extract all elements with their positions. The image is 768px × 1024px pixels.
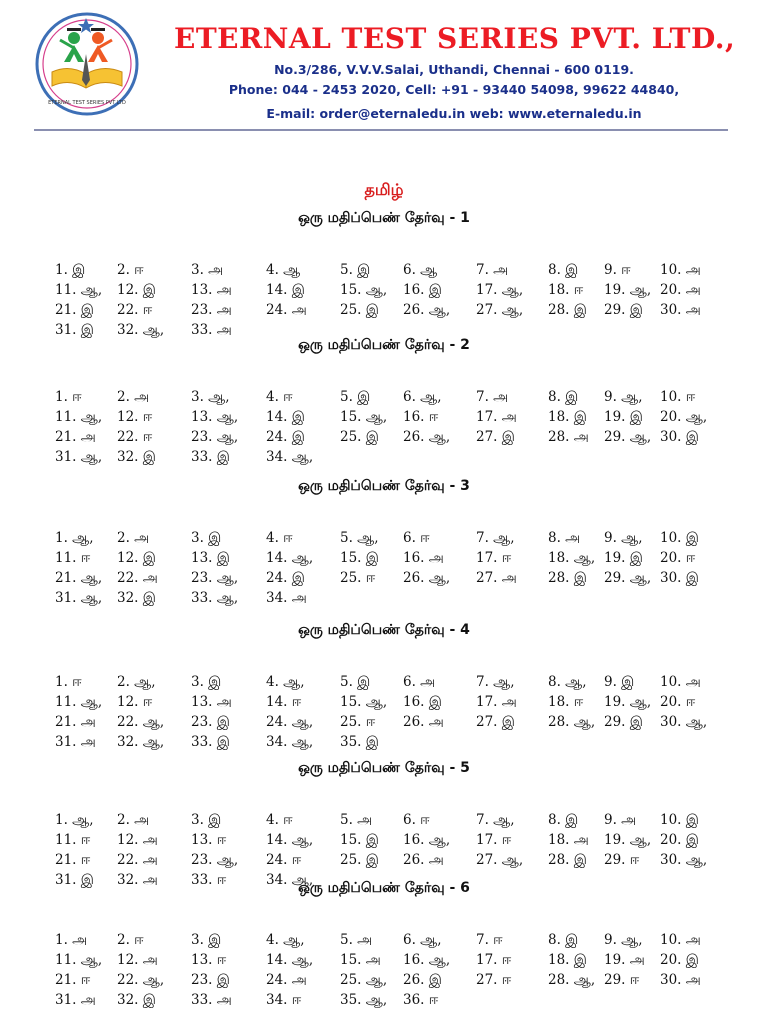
answer-item: 16. ஈ (403, 409, 439, 425)
answer-item: 6. அ (403, 674, 436, 690)
answer-item: 11. ஆ, (55, 952, 103, 968)
subject-title: தமிழ் (364, 180, 404, 199)
answer-item: 17. அ (476, 694, 517, 710)
answer-item: 12. அ (117, 952, 158, 968)
answer-item: 6. ஆ, (403, 389, 442, 405)
answer-item: 27. ஆ, (476, 852, 524, 868)
company-email-web: E-mail: order@eternaledu.in web: www.eternaledu.in (266, 106, 642, 121)
answer-item: 10. இ (660, 530, 699, 546)
answer-item: 13. இ (191, 550, 230, 566)
answer-item: 23. ஆ, (191, 429, 239, 445)
answer-item: 22. அ (117, 570, 158, 586)
answer-item: 36. ஈ (403, 992, 439, 1008)
answer-item: 20. ஆ, (660, 409, 708, 425)
answer-item: 25. ஈ (340, 714, 376, 730)
answer-row (0, 694, 768, 714)
answer-row (0, 952, 768, 972)
answer-item: 11. ஈ (55, 550, 91, 566)
answer-item: 18. இ (548, 409, 587, 425)
answer-item: 11. ஆ, (55, 282, 103, 298)
answer-item: 27. அ (476, 570, 517, 586)
answer-item: 21. ஈ (55, 972, 91, 988)
answer-row (0, 530, 768, 550)
answer-item: 19. ஆ, (604, 832, 652, 848)
answer-item: 9. அ (604, 812, 637, 828)
answer-row (0, 282, 768, 302)
answer-item: 29. ஆ, (604, 429, 652, 445)
answer-item: 30. ஆ, (660, 852, 708, 868)
answer-item: 12. அ (117, 832, 158, 848)
answer-item: 33. அ (191, 322, 232, 338)
answer-item: 9. ஆ, (604, 530, 643, 546)
answer-item: 14. இ (266, 409, 305, 425)
answer-item: 12. ஈ (117, 409, 153, 425)
answer-item: 31. அ (55, 734, 96, 750)
answer-item: 26. ஆ, (403, 429, 451, 445)
answer-item: 3. இ (191, 812, 222, 828)
answer-item: 33. இ (191, 449, 230, 465)
answer-item: 8. ஆ, (548, 674, 587, 690)
answer-row (0, 812, 768, 832)
answer-item: 34. ஆ, (266, 872, 314, 888)
answer-item: 31. இ (55, 872, 94, 888)
answer-item: 10. அ (660, 262, 701, 278)
answer-row (0, 932, 768, 952)
answer-item: 27. இ (476, 429, 515, 445)
answer-item: 11. ஆ, (55, 694, 103, 710)
answer-item: 17. ஈ (476, 550, 512, 566)
answer-item: 7. அ (476, 389, 509, 405)
answer-item: 7. ஈ (476, 932, 503, 948)
answer-item: 25. இ (340, 302, 379, 318)
answer-item: 1. இ (55, 262, 86, 278)
answer-item: 1. ஆ, (55, 812, 94, 828)
answer-item: 18. இ (548, 952, 587, 968)
letterhead (34, 10, 736, 130)
answer-item: 22. ஈ (117, 302, 153, 318)
answer-item: 10. இ (660, 812, 699, 828)
answer-item: 28. இ (548, 852, 587, 868)
answer-item: 30. அ (660, 302, 701, 318)
answer-item: 16. இ (403, 282, 442, 298)
answer-item: 4. ஈ (266, 530, 293, 546)
test-title: ஒரு மதிப்பெண் தேர்வு - 6 (298, 880, 470, 896)
answer-item: 7. ஆ, (476, 812, 515, 828)
answer-item: 20. இ (660, 832, 699, 848)
answer-item: 32. ஆ, (117, 734, 165, 750)
answer-item: 16. ஆ, (403, 832, 451, 848)
answer-item: 27. ஆ, (476, 302, 524, 318)
answer-item: 13. ஈ (191, 952, 227, 968)
answer-item: 4. ஆ, (266, 674, 305, 690)
answer-item: 5. அ (340, 932, 373, 948)
answer-item: 19. ஆ, (604, 694, 652, 710)
answer-item: 9. ஈ (604, 262, 631, 278)
answer-item: 20. அ (660, 282, 701, 298)
answer-item: 23. இ (191, 714, 230, 730)
answer-item: 30. ஆ, (660, 714, 708, 730)
answer-row (0, 449, 768, 469)
answer-item: 33. ஈ (191, 872, 227, 888)
answer-item: 31. ஆ, (55, 449, 103, 465)
answer-item: 18. ஈ (548, 694, 584, 710)
answer-item: 13. அ (191, 282, 232, 298)
answer-item: 31. இ (55, 322, 94, 338)
answer-item: 17. அ (476, 409, 517, 425)
answer-item: 29. ஆ, (604, 570, 652, 586)
answer-item: 17. ஈ (476, 832, 512, 848)
answer-item: 20. ஈ (660, 694, 696, 710)
answer-item: 20. ஈ (660, 550, 696, 566)
answer-item: 20. இ (660, 952, 699, 968)
answer-row (0, 832, 768, 852)
answer-item: 23. ஆ, (191, 570, 239, 586)
answer-item: 16. ஆ, (403, 952, 451, 968)
answer-item: 15. இ (340, 550, 379, 566)
company-phone: Phone: 044 - 2453 2020, Cell: +91 - 93440 54098, 99622 44840, (228, 82, 680, 97)
answer-item: 15. அ (340, 952, 381, 968)
answer-item: 10. அ (660, 932, 701, 948)
answer-item: 1. ஆ, (55, 530, 94, 546)
answer-item: 28. ஆ, (548, 714, 596, 730)
answer-item: 21. அ (55, 429, 96, 445)
answer-item: 6. ஆ (403, 262, 438, 278)
answer-item: 25. ஈ (340, 570, 376, 586)
answer-item: 28. இ (548, 570, 587, 586)
company-address: No.3/286, V.V.V.Salai, Uthandi, Chennai - 600 0119. (274, 62, 634, 77)
answer-row (0, 550, 768, 570)
answer-item: 5. ஆ, (340, 530, 379, 546)
answer-item: 23. ஆ, (191, 852, 239, 868)
answer-item: 1. ஈ (55, 674, 82, 690)
answer-row (0, 262, 768, 282)
answer-item: 6. ஆ, (403, 932, 442, 948)
answer-item: 9. ஆ, (604, 389, 643, 405)
answer-item: 10. ஈ (660, 389, 696, 405)
answer-row (0, 590, 768, 610)
answer-item: 33. ஆ, (191, 590, 239, 606)
answer-item: 34. ஆ, (266, 734, 314, 750)
answer-item: 7. அ (476, 262, 509, 278)
answer-item: 8. இ (548, 812, 579, 828)
answer-item: 18. அ (548, 832, 589, 848)
answer-item: 28. இ (548, 302, 587, 318)
answer-item: 26. இ (403, 972, 442, 988)
answer-item: 12. இ (117, 550, 156, 566)
test-title: ஒரு மதிப்பெண் தேர்வு - 1 (298, 210, 470, 226)
company-name: ETERNAL TEST SERIES PVT. LTD., (174, 22, 736, 55)
answer-item: 3. இ (191, 932, 222, 948)
answer-item: 32. இ (117, 590, 156, 606)
answer-item: 9. ஆ, (604, 932, 643, 948)
answer-item: 6. ஈ (403, 812, 430, 828)
answer-item: 25. இ (340, 429, 379, 445)
answer-item: 1. ஈ (55, 389, 82, 405)
answer-item: 24. ஈ (266, 852, 302, 868)
answer-item: 3. ஆ, (191, 389, 230, 405)
answer-item: 14. ஆ, (266, 832, 314, 848)
answer-item: 13. அ (191, 694, 232, 710)
answer-item: 3. அ (191, 262, 224, 278)
answer-item: 5. இ (340, 389, 371, 405)
answer-item: 2. அ (117, 530, 150, 546)
answer-item: 2. அ (117, 812, 150, 828)
answer-item: 35. ஆ, (340, 992, 388, 1008)
answer-item: 29. இ (604, 302, 643, 318)
answer-item: 21. ஈ (55, 852, 91, 868)
answer-item: 27. ஈ (476, 972, 512, 988)
answer-item: 31. ஆ, (55, 590, 103, 606)
answer-item: 21. இ (55, 302, 94, 318)
answer-item: 4. ஆ, (266, 932, 305, 948)
answer-item: 8. இ (548, 932, 579, 948)
answer-item: 2. அ (117, 389, 150, 405)
answer-item: 12. ஈ (117, 694, 153, 710)
answer-item: 4. ஈ (266, 812, 293, 828)
answer-item: 24. ஆ, (266, 714, 314, 730)
answer-item: 27. இ (476, 714, 515, 730)
answer-item: 2. ஈ (117, 262, 144, 278)
answer-item: 5. இ (340, 674, 371, 690)
answer-item: 17. ஈ (476, 952, 512, 968)
answer-item: 5. அ (340, 812, 373, 828)
answer-item: 35. இ (340, 734, 379, 750)
answer-item: 23. அ (191, 302, 232, 318)
test-title: ஒரு மதிப்பெண் தேர்வு - 5 (298, 760, 470, 776)
answer-row (0, 852, 768, 872)
answer-item: 15. இ (340, 832, 379, 848)
answer-item: 34. ஈ (266, 992, 302, 1008)
answer-item: 14. இ (266, 282, 305, 298)
answer-item: 24. அ (266, 972, 307, 988)
answer-item: 8. இ (548, 389, 579, 405)
answer-item: 26. அ (403, 852, 444, 868)
answer-item: 33. அ (191, 992, 232, 1008)
answer-item: 4. ஈ (266, 389, 293, 405)
answer-item: 22. ஆ, (117, 714, 165, 730)
company-logo (34, 10, 140, 118)
answer-item: 30. இ (660, 570, 699, 586)
answer-row (0, 992, 768, 1012)
answer-row (0, 734, 768, 754)
answer-item: 18. ஈ (548, 282, 584, 298)
answer-item: 32. இ (117, 449, 156, 465)
test-title: ஒரு மதிப்பெண் தேர்வு - 3 (298, 478, 470, 494)
answer-item: 26. ஆ, (403, 570, 451, 586)
answer-row (0, 570, 768, 590)
test-title: ஒரு மதிப்பெண் தேர்வு - 4 (298, 622, 470, 638)
answer-row (0, 409, 768, 429)
answer-item: 23. இ (191, 972, 230, 988)
answer-item: 28. அ (548, 429, 589, 445)
answer-item: 14. ஈ (266, 694, 302, 710)
answer-item: 32. அ (117, 872, 158, 888)
answer-item: 19. இ (604, 409, 643, 425)
answer-item: 29. இ (604, 714, 643, 730)
answer-row (0, 389, 768, 409)
logo-text: ETERNAL TEST SERIES PVT LTD (48, 100, 126, 106)
answer-item: 24. இ (266, 429, 305, 445)
answer-item: 7. ஆ, (476, 674, 515, 690)
answer-item: 24. அ (266, 302, 307, 318)
answer-item: 21. அ (55, 714, 96, 730)
answer-item: 4. ஆ (266, 262, 301, 278)
answer-item: 2. ஈ (117, 932, 144, 948)
answer-row (0, 302, 768, 322)
answer-item: 34. அ (266, 590, 307, 606)
answer-item: 26. ஆ, (403, 302, 451, 318)
answer-item: 12. இ (117, 282, 156, 298)
answer-item: 13. ஆ, (191, 409, 239, 425)
answer-item: 32. இ (117, 992, 156, 1008)
answer-item: 3. இ (191, 674, 222, 690)
answer-item: 33. இ (191, 734, 230, 750)
answer-item: 28. ஆ, (548, 972, 596, 988)
answer-item: 32. ஆ, (117, 322, 165, 338)
answer-item: 7. ஆ, (476, 530, 515, 546)
answer-item: 8. அ (548, 530, 581, 546)
answer-item: 1. அ (55, 932, 88, 948)
answer-item: 34. ஆ, (266, 449, 314, 465)
answer-item: 21. ஆ, (55, 570, 103, 586)
answer-item: 30. இ (660, 429, 699, 445)
answer-row (0, 972, 768, 992)
answer-item: 3. இ (191, 530, 222, 546)
answer-item: 15. ஆ, (340, 409, 388, 425)
answer-item: 14. ஆ, (266, 952, 314, 968)
answer-item: 26. அ (403, 714, 444, 730)
answer-item: 15. ஆ, (340, 282, 388, 298)
answer-item: 17. ஆ, (476, 282, 524, 298)
answer-row (0, 714, 768, 734)
answer-item: 9. இ (604, 674, 635, 690)
answer-item: 18. ஆ, (548, 550, 596, 566)
answer-item: 19. அ (604, 952, 645, 968)
answer-item: 25. ஆ, (340, 972, 388, 988)
test-title: ஒரு மதிப்பெண் தேர்வு - 2 (298, 337, 470, 353)
answer-item: 11. ஈ (55, 832, 91, 848)
answer-item: 19. ஆ, (604, 282, 652, 298)
answer-item: 5. இ (340, 262, 371, 278)
answer-row (0, 674, 768, 694)
answer-item: 2. ஆ, (117, 674, 156, 690)
answer-item: 16. இ (403, 694, 442, 710)
answer-item: 22. அ (117, 852, 158, 868)
answer-item: 24. இ (266, 570, 305, 586)
answer-row (0, 429, 768, 449)
answer-item: 22. ஈ (117, 429, 153, 445)
answer-item: 16. அ (403, 550, 444, 566)
answer-item: 29. ஈ (604, 852, 640, 868)
answer-item: 31. அ (55, 992, 96, 1008)
answer-item: 30. அ (660, 972, 701, 988)
answer-item: 14. ஆ, (266, 550, 314, 566)
answer-item: 11. ஆ, (55, 409, 103, 425)
header-divider (34, 129, 728, 131)
answer-item: 22. ஆ, (117, 972, 165, 988)
answer-item: 29. ஈ (604, 972, 640, 988)
answer-item: 8. இ (548, 262, 579, 278)
answer-item: 19. இ (604, 550, 643, 566)
answer-item: 6. ஈ (403, 530, 430, 546)
answer-item: 10. அ (660, 674, 701, 690)
answer-item: 15. ஆ, (340, 694, 388, 710)
answer-item: 25. இ (340, 852, 379, 868)
answer-item: 13. ஈ (191, 832, 227, 848)
